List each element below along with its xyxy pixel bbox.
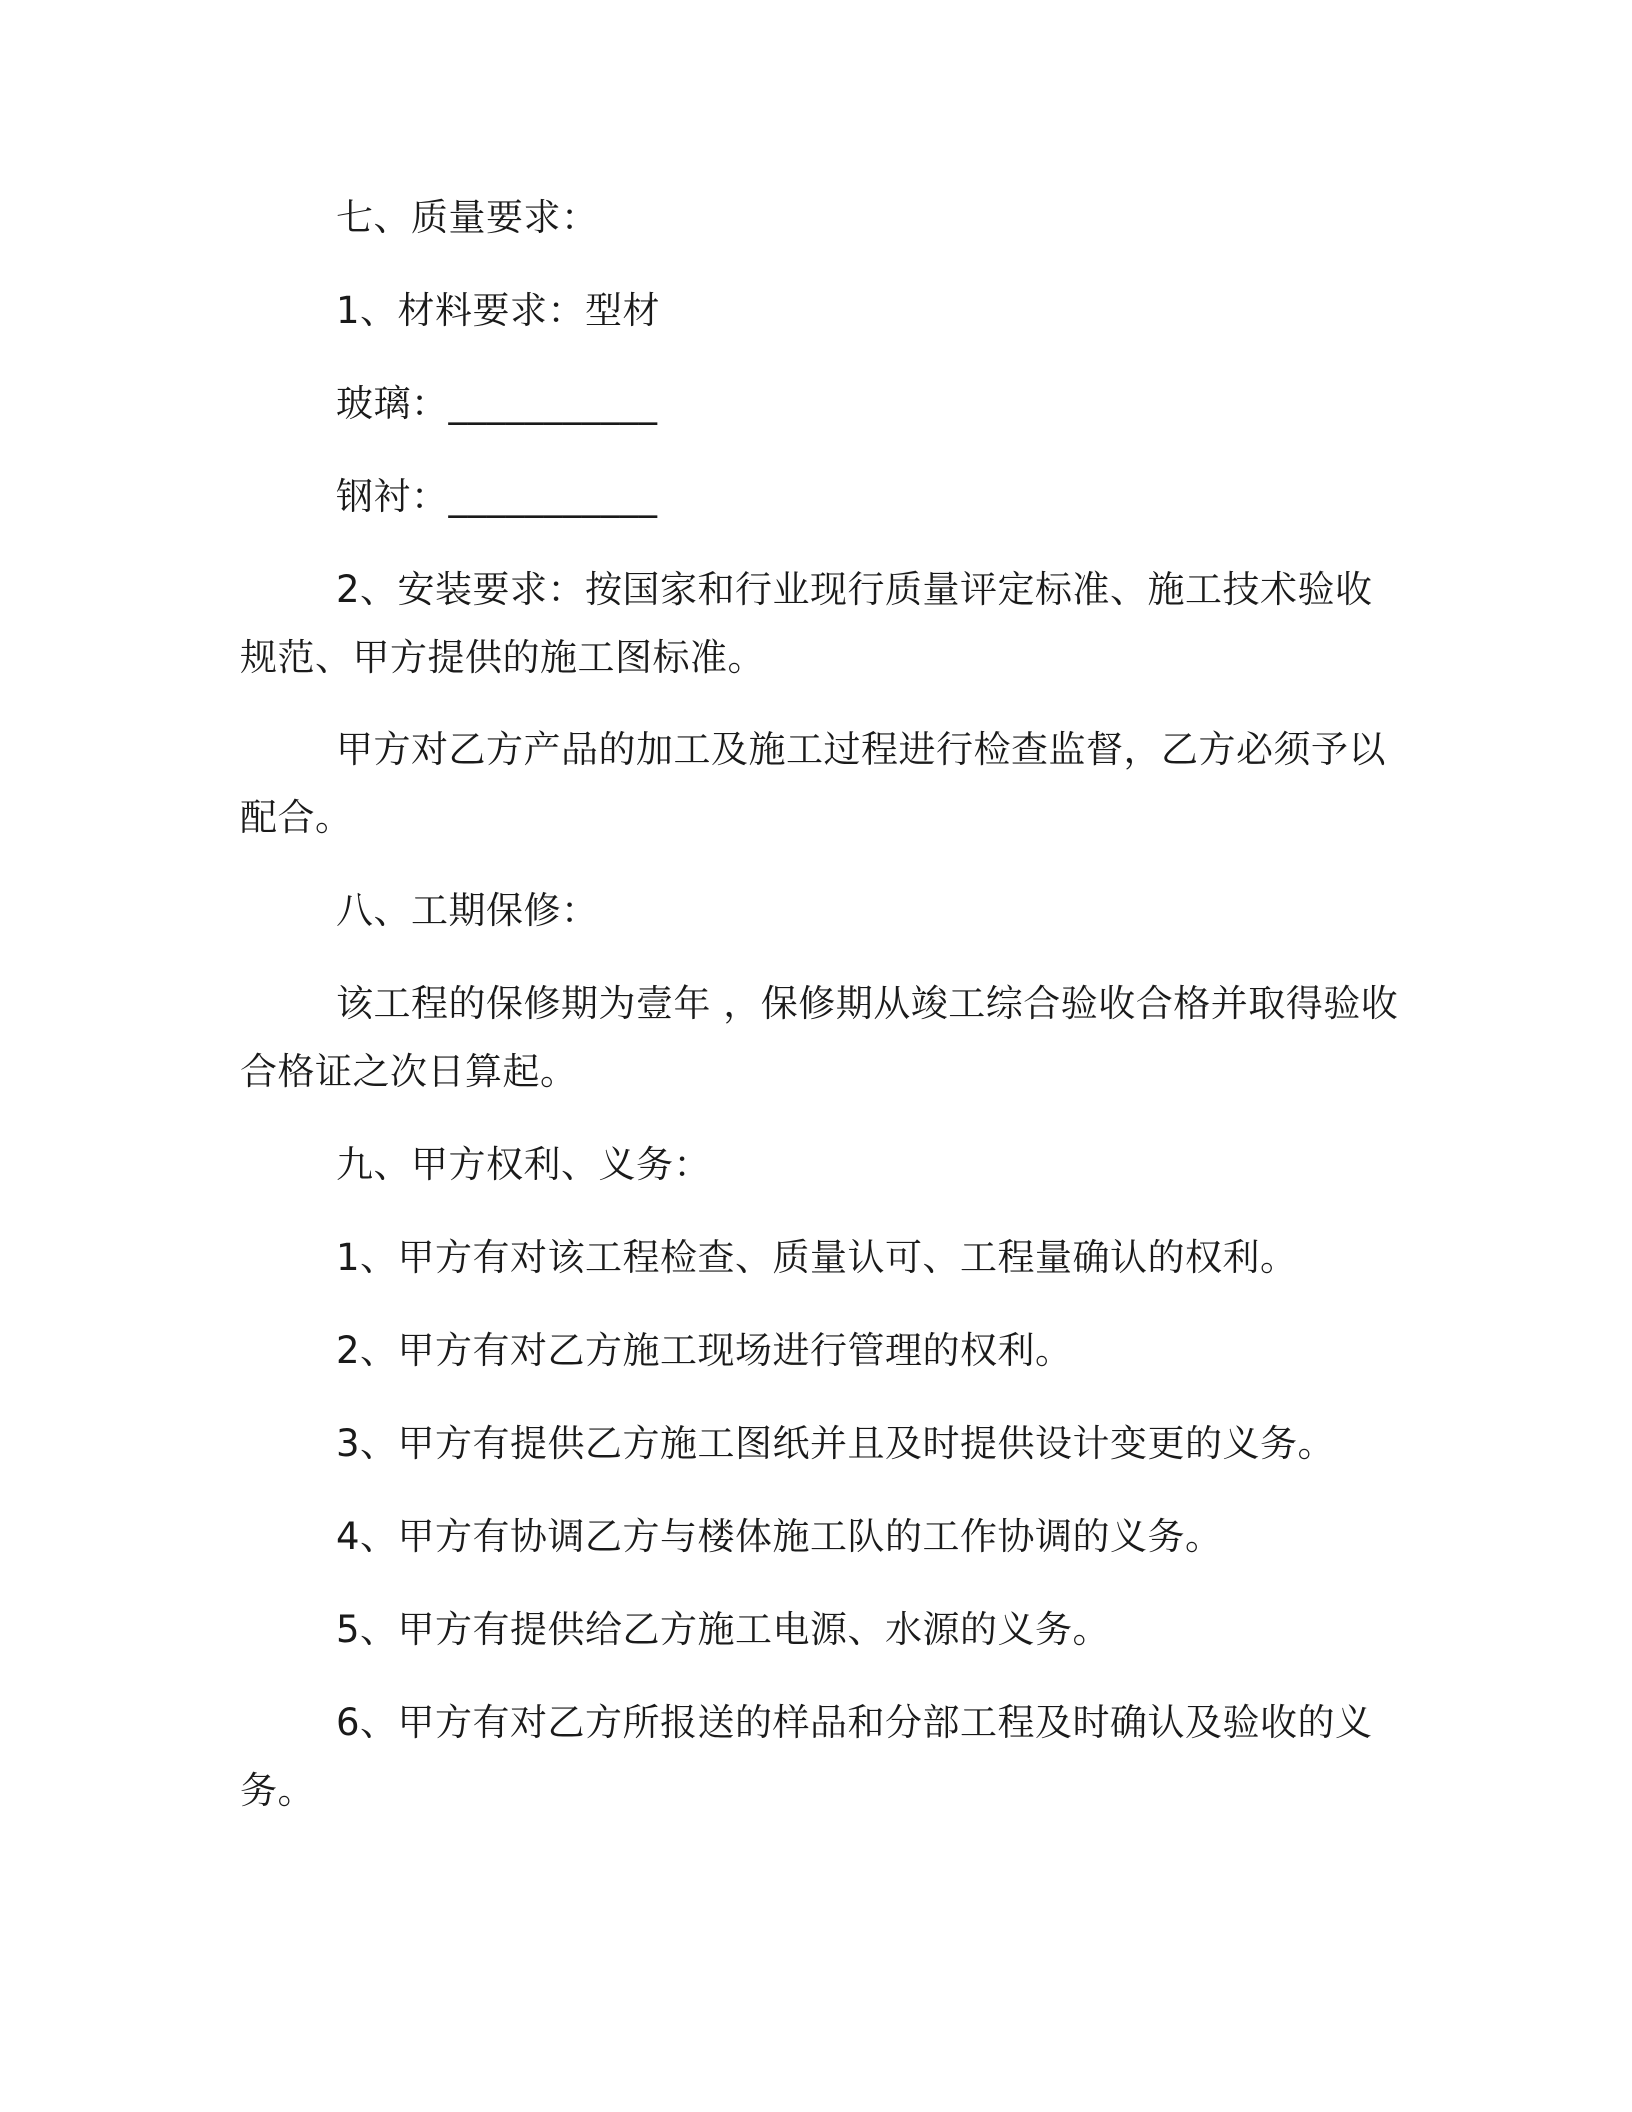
material-requirement: 1、材料要求：型材 <box>336 289 661 332</box>
party-a-right-1: 1、甲方有对该工程检查、质量认可、工程量确认的权利。 <box>336 1236 1298 1279</box>
warranty-line-2: 合格证之次日算起。 <box>240 1050 578 1093</box>
steel-lining-field: 钢衬：___________ <box>336 475 658 518</box>
supervision-line-1: 甲方对乙方产品的加工及施工过程进行检查监督，乙方必须予以 <box>336 728 1386 771</box>
party-a-duty-6-line-1: 6、甲方有对乙方所报送的样品和分部工程及时确认及验收的义 <box>336 1701 1373 1744</box>
installation-requirement-line-1: 2、安装要求：按国家和行业现行质量评定标准、施工技术验收 <box>336 568 1373 611</box>
party-a-right-2: 2、甲方有对乙方施工现场进行管理的权利。 <box>336 1329 1073 1372</box>
glass-field: 玻璃：___________ <box>336 382 658 425</box>
party-a-duty-3: 3、甲方有提供乙方施工图纸并且及时提供设计变更的义务。 <box>336 1422 1336 1465</box>
party-a-duty-6-line-2: 务。 <box>240 1769 315 1812</box>
installation-requirement-line-2: 规范、甲方提供的施工图标准。 <box>240 636 765 679</box>
party-a-duty-5: 5、甲方有提供给乙方施工电源、水源的义务。 <box>336 1608 1111 1651</box>
supervision-line-2: 配合。 <box>240 796 353 839</box>
section-8-heading: 八、工期保修： <box>336 889 599 932</box>
section-9-heading: 九、甲方权利、义务： <box>336 1143 711 1186</box>
section-7-heading: 七、质量要求： <box>336 196 599 239</box>
warranty-line-1: 该工程的保修期为壹年 ，保修期从竣工综合验收合格并取得验收 <box>336 982 1399 1025</box>
party-a-duty-4: 4、甲方有协调乙方与楼体施工队的工作协调的义务。 <box>336 1515 1223 1558</box>
